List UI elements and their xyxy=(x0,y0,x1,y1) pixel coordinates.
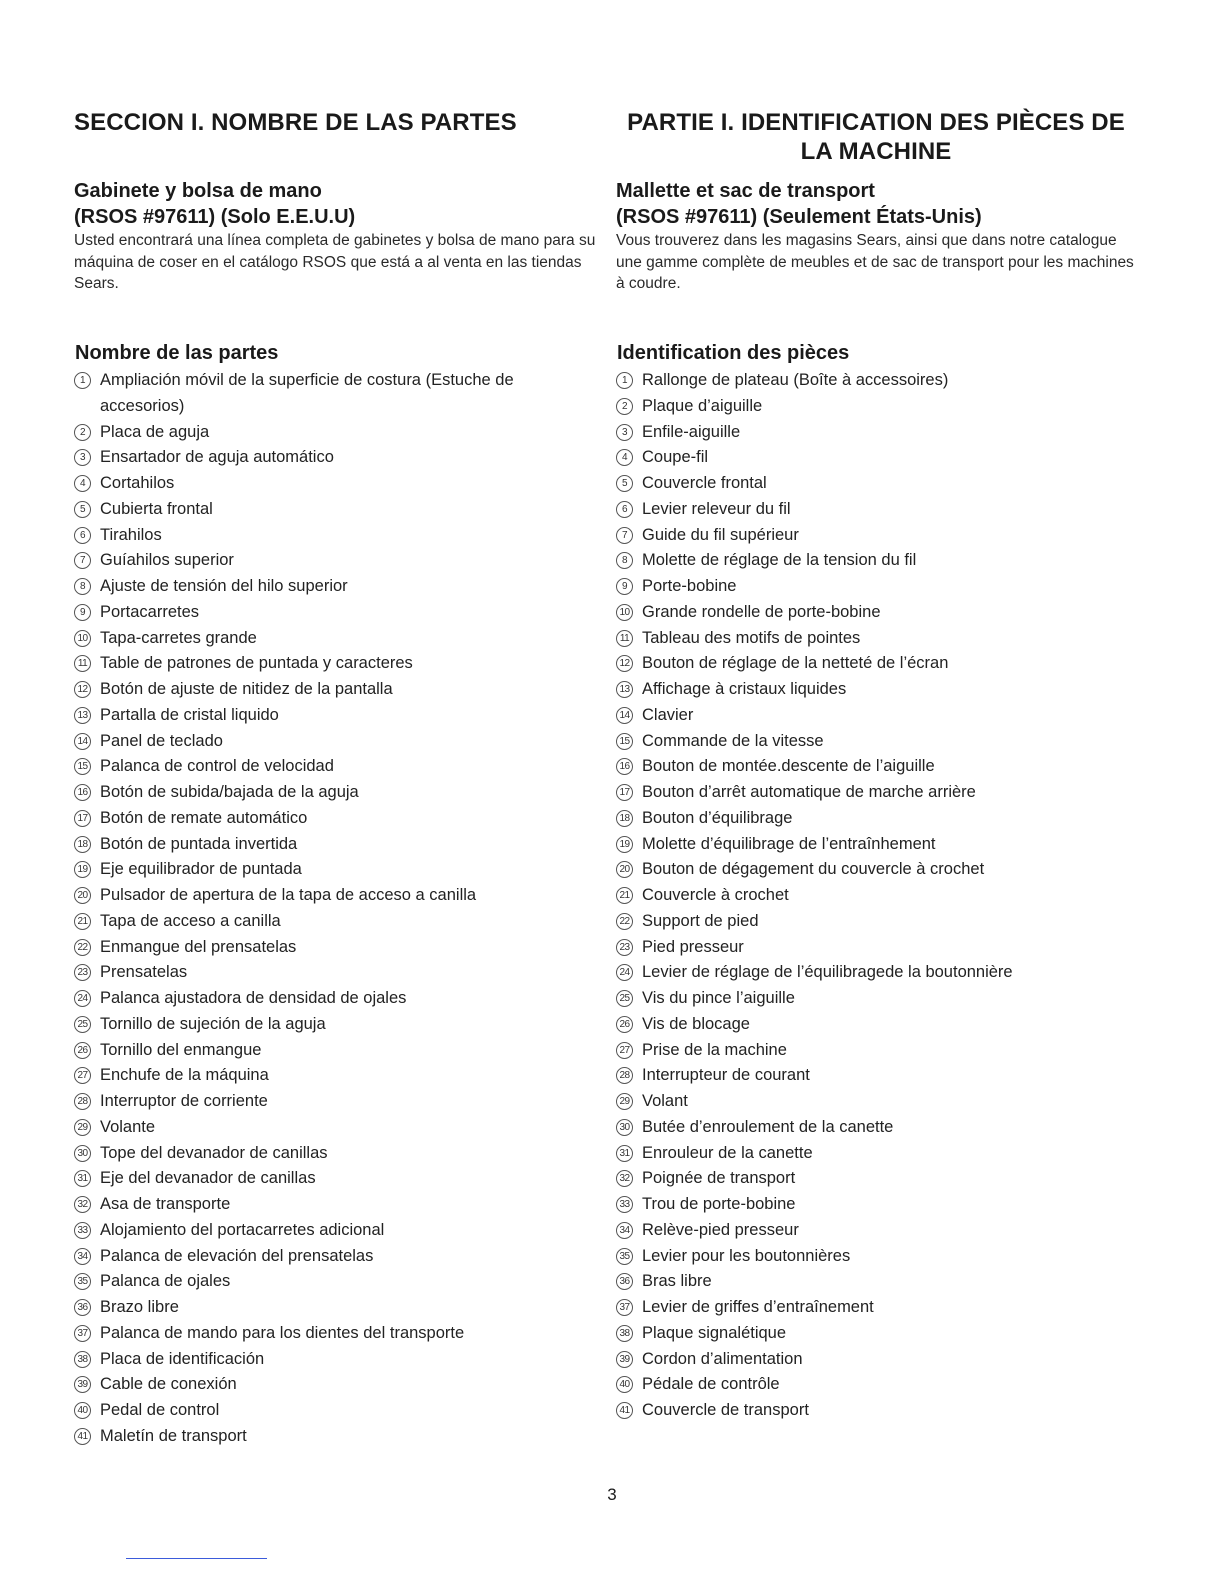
part-label: Volant xyxy=(642,1092,688,1110)
part-label: Rallonge de plateau (Boîte à accessoires) xyxy=(642,371,949,389)
part-item xyxy=(616,909,1136,935)
circled-number-icon: 5 xyxy=(74,501,91,518)
circled-number-icon: 37 xyxy=(616,1299,633,1316)
circled-number-icon: 20 xyxy=(74,887,91,904)
part-label: Cordon d’alimentation xyxy=(642,1349,803,1368)
circled-number-icon: 29 xyxy=(616,1093,633,1110)
part-label: Molette de réglage de la tension du fil xyxy=(642,551,917,570)
circled-number-icon: 17 xyxy=(616,784,633,801)
part-item xyxy=(616,857,1136,883)
part-item xyxy=(616,729,1136,755)
circled-number-icon: 33 xyxy=(74,1222,91,1239)
part-item xyxy=(74,368,598,420)
part-label: Brazo libre xyxy=(100,1298,179,1316)
part-label: Vis du pince l’aiguille xyxy=(642,989,795,1007)
part-label: Bouton de montée.descente de l’aiguille xyxy=(642,757,935,776)
part-label: Guíahilos superior xyxy=(100,551,234,570)
part-label: Commande de la vitesse xyxy=(642,731,824,750)
part-item xyxy=(616,780,1136,806)
part-label: Palanca de control de velocidad xyxy=(100,757,334,776)
circled-number-icon: 5 xyxy=(616,475,633,492)
circled-number-icon: 12 xyxy=(616,655,633,672)
circled-number-icon: 25 xyxy=(74,1016,91,1033)
circled-number-icon: 38 xyxy=(616,1325,633,1342)
part-item xyxy=(74,729,598,755)
spanish-cabinet-heading xyxy=(74,178,598,230)
part-item xyxy=(74,960,598,986)
part-label: Vis de blocage xyxy=(642,1014,750,1033)
circled-number-icon: 10 xyxy=(74,630,91,647)
circled-number-icon: 8 xyxy=(74,578,91,595)
part-item xyxy=(74,523,598,549)
part-label: Trou de porte-bobine xyxy=(642,1195,796,1213)
part-item xyxy=(74,1398,598,1424)
circled-number-icon: 19 xyxy=(616,836,633,853)
circled-number-icon: 10 xyxy=(616,604,633,621)
circled-number-icon: 13 xyxy=(616,681,633,698)
part-label: Bouton de réglage de la netteté de l’écran xyxy=(642,654,949,673)
part-item xyxy=(616,1038,1136,1064)
part-label: Eje del devanador de canillas xyxy=(100,1169,316,1188)
part-item xyxy=(616,703,1136,729)
circled-number-icon: 9 xyxy=(616,578,633,595)
part-label: Enchufe de la máquina xyxy=(100,1066,269,1085)
circled-number-icon: 16 xyxy=(616,758,633,775)
part-item xyxy=(74,703,598,729)
spanish-column xyxy=(74,108,598,1445)
circled-number-icon: 27 xyxy=(616,1042,633,1059)
circled-number-icon: 19 xyxy=(74,861,91,878)
part-label: Cortahilos xyxy=(100,474,175,492)
part-item xyxy=(74,1192,598,1218)
french-parts-heading: Identification des pièces xyxy=(617,342,850,364)
part-item xyxy=(74,471,598,497)
part-label: Tableau des motifs de pointes xyxy=(642,628,861,647)
french-case-heading-line2: (RSOS #97611) (Seulement États-Unis) xyxy=(616,206,982,228)
part-label: Levier releveur du fil xyxy=(642,499,791,518)
circled-number-icon: 41 xyxy=(74,1428,91,1445)
circled-number-icon: 41 xyxy=(616,1402,633,1419)
part-item xyxy=(616,1372,1136,1398)
part-label: Pulsador de apertura de la tapa de acceso a canilla xyxy=(100,886,477,904)
circled-number-icon: 30 xyxy=(616,1119,633,1136)
part-label: Tornillo de sujeción de la aguja xyxy=(100,1014,326,1033)
part-item xyxy=(74,1141,598,1167)
circled-number-icon: 40 xyxy=(74,1402,91,1419)
part-item xyxy=(74,935,598,961)
part-label: Levier de griffes d’entraînement xyxy=(642,1298,874,1316)
circled-number-icon: 22 xyxy=(74,939,91,956)
circled-number-icon: 24 xyxy=(74,990,91,1007)
part-label: Palanca de ojales xyxy=(100,1272,231,1291)
circled-number-icon: 15 xyxy=(74,758,91,775)
footer-rule xyxy=(126,1558,267,1559)
circled-number-icon: 33 xyxy=(616,1196,633,1213)
part-label: Enfile-aiguille xyxy=(642,422,741,441)
part-item xyxy=(616,651,1136,677)
part-label: Guide du fil supérieur xyxy=(642,525,799,544)
part-item xyxy=(616,497,1136,523)
part-label: Molette d’équilibrage de l’entraînhement xyxy=(642,834,936,853)
circled-number-icon: 36 xyxy=(616,1273,633,1290)
part-label: Plaque signalétique xyxy=(642,1323,787,1342)
part-label: Couvercle frontal xyxy=(642,474,767,492)
circled-number-icon: 6 xyxy=(74,527,91,544)
part-label: Ampliación móvil de la superficie de costura (Estuche de accesorios) xyxy=(100,371,514,415)
part-label: Prensatelas xyxy=(100,963,188,982)
part-item xyxy=(616,832,1136,858)
part-label: Asa de transporte xyxy=(100,1195,231,1213)
circled-number-icon: 28 xyxy=(74,1093,91,1110)
circled-number-icon: 2 xyxy=(616,398,633,415)
part-item xyxy=(616,1244,1136,1270)
part-label: Prise de la machine xyxy=(642,1040,787,1059)
circled-number-icon: 23 xyxy=(616,939,633,956)
part-item xyxy=(616,1398,1136,1424)
circled-number-icon: 12 xyxy=(74,681,91,698)
part-item xyxy=(74,1321,598,1347)
part-item xyxy=(616,883,1136,909)
part-item xyxy=(616,1218,1136,1244)
circled-number-icon: 28 xyxy=(616,1067,633,1084)
part-item xyxy=(616,935,1136,961)
french-case-heading-line1: Mallette et sac de transport xyxy=(616,180,875,202)
part-item xyxy=(74,832,598,858)
part-item xyxy=(74,1295,598,1321)
part-label: Tirahilos xyxy=(100,525,162,544)
part-label: Couvercle à crochet xyxy=(642,886,789,904)
part-label: Ensartador de aguja automático xyxy=(100,448,334,467)
spanish-parts-heading: Nombre de las partes xyxy=(75,342,279,364)
part-label: Affichage à cristaux liquides xyxy=(642,680,847,698)
part-item xyxy=(74,1115,598,1141)
french-section-title-line1: PARTIE I. IDENTIFICATION DES PIÈCES DE xyxy=(627,109,1125,136)
circled-number-icon: 7 xyxy=(74,552,91,569)
circled-number-icon: 34 xyxy=(74,1248,91,1265)
part-label: Tope del devanador de canillas xyxy=(100,1143,328,1162)
part-item xyxy=(74,1063,598,1089)
part-label: Cable de conexión xyxy=(100,1375,237,1394)
part-label: Pedal de control xyxy=(100,1401,220,1419)
part-item xyxy=(616,600,1136,626)
circled-number-icon: 17 xyxy=(74,810,91,827)
spanish-cabinet-heading-line1: Gabinete y bolsa de mano xyxy=(74,180,322,202)
part-label: Eje equilibrador de puntada xyxy=(100,860,302,879)
part-label: Botón de ajuste de nitidez de la pantalla xyxy=(100,680,393,698)
part-item xyxy=(74,883,598,909)
part-item xyxy=(74,857,598,883)
circled-number-icon: 31 xyxy=(616,1145,633,1162)
part-label: Placa de identificación xyxy=(100,1349,265,1368)
part-label: Poignée de transport xyxy=(642,1169,796,1188)
part-item xyxy=(74,497,598,523)
circled-number-icon: 35 xyxy=(616,1248,633,1265)
part-label: Table de patrones de puntada y caracteres xyxy=(100,654,413,673)
french-case-heading xyxy=(616,178,1136,230)
part-item xyxy=(74,1347,598,1373)
circled-number-icon: 32 xyxy=(74,1196,91,1213)
part-label: Levier de réglage de l’équilibragede la boutonnière xyxy=(642,963,1013,982)
part-label: Maletín de transport xyxy=(100,1426,247,1445)
part-item xyxy=(74,600,598,626)
part-item xyxy=(616,368,1136,394)
part-item xyxy=(74,1244,598,1270)
part-label: Bras libre xyxy=(642,1272,712,1291)
circled-number-icon: 4 xyxy=(616,449,633,466)
circled-number-icon: 8 xyxy=(616,552,633,569)
part-item xyxy=(74,986,598,1012)
circled-number-icon: 9 xyxy=(74,604,91,621)
circled-number-icon: 30 xyxy=(74,1145,91,1162)
part-label: Tapa de acceso a canilla xyxy=(100,911,281,930)
part-item xyxy=(74,780,598,806)
part-item xyxy=(74,909,598,935)
part-item xyxy=(616,960,1136,986)
part-label: Panel de teclado xyxy=(100,731,223,750)
part-item xyxy=(616,1115,1136,1141)
circled-number-icon: 26 xyxy=(74,1042,91,1059)
part-item xyxy=(616,754,1136,780)
part-label: Alojamiento del portacarretes adicional xyxy=(100,1220,385,1239)
french-section-title xyxy=(616,108,1136,166)
french-intro-paragraph: Vous trouverez dans les magasins Sears, ainsi que dans notre catalogue une gamme complète de meubles et de sac de transport pour les machines à coudre. xyxy=(616,232,1134,292)
circled-number-icon: 18 xyxy=(616,810,633,827)
circled-number-icon: 3 xyxy=(74,449,91,466)
part-label: Support de pied xyxy=(642,911,759,930)
circled-number-icon: 26 xyxy=(616,1016,633,1033)
part-item xyxy=(74,677,598,703)
part-item xyxy=(74,1424,598,1450)
circled-number-icon: 14 xyxy=(616,707,633,724)
part-label: Pédale de contrôle xyxy=(642,1375,780,1394)
part-label: Botón de remate automático xyxy=(100,808,308,827)
part-item xyxy=(616,1063,1136,1089)
part-label: Ajuste de tensión del hilo superior xyxy=(100,577,348,595)
circled-number-icon: 1 xyxy=(616,372,633,389)
circled-number-icon: 37 xyxy=(74,1325,91,1342)
circled-number-icon: 11 xyxy=(74,655,91,672)
part-label: Palanca de elevación del prensatelas xyxy=(100,1246,374,1265)
circled-number-icon: 4 xyxy=(74,475,91,492)
part-label: Porte-bobine xyxy=(642,577,737,595)
part-label: Enmangue del prensatelas xyxy=(100,937,297,956)
part-item xyxy=(616,1192,1136,1218)
part-label: Botón de puntada invertida xyxy=(100,834,298,853)
part-label: Tornillo del enmangue xyxy=(100,1040,262,1059)
part-item xyxy=(74,806,598,832)
part-item xyxy=(616,394,1136,420)
part-item xyxy=(74,1372,598,1398)
part-label: Pied presseur xyxy=(642,937,744,956)
circled-number-icon: 3 xyxy=(616,424,633,441)
part-item xyxy=(616,1141,1136,1167)
circled-number-icon: 32 xyxy=(616,1170,633,1187)
part-item xyxy=(616,420,1136,446)
french-column xyxy=(616,108,1136,1419)
part-item xyxy=(74,445,598,471)
circled-number-icon: 7 xyxy=(616,527,633,544)
circled-number-icon: 18 xyxy=(74,836,91,853)
part-item xyxy=(74,1269,598,1295)
part-label: Portacarretes xyxy=(100,602,200,621)
part-label: Cubierta frontal xyxy=(100,499,213,518)
part-item xyxy=(616,806,1136,832)
part-item xyxy=(74,574,598,600)
circled-number-icon: 6 xyxy=(616,501,633,518)
part-item xyxy=(74,1038,598,1064)
part-label: Partalla de cristal liquido xyxy=(100,705,279,724)
part-label: Coupe-fil xyxy=(642,448,709,467)
circled-number-icon: 16 xyxy=(74,784,91,801)
part-label: Relève-pied presseur xyxy=(642,1220,799,1239)
circled-number-icon: 36 xyxy=(74,1299,91,1316)
circled-number-icon: 13 xyxy=(74,707,91,724)
circled-number-icon: 39 xyxy=(616,1351,633,1368)
part-label: Butée d’enroulement de la canette xyxy=(642,1117,894,1136)
circled-number-icon: 11 xyxy=(616,630,633,647)
part-item xyxy=(74,548,598,574)
spanish-cabinet-heading-line2: (RSOS #97611) (Solo E.E.U.U) xyxy=(74,206,356,228)
part-item xyxy=(74,754,598,780)
spanish-intro-paragraph: Usted encontrará una línea completa de gabinetes y bolsa de mano para su máquina de coser en el catálogo RSOS que está a al venta en las tiendas Sears. xyxy=(74,232,596,292)
circled-number-icon: 21 xyxy=(74,913,91,930)
french-parts-list xyxy=(616,368,1136,1424)
part-label: Couvercle de transport xyxy=(642,1401,809,1419)
circled-number-icon: 15 xyxy=(616,733,633,750)
circled-number-icon: 25 xyxy=(616,990,633,1007)
circled-number-icon: 27 xyxy=(74,1067,91,1084)
circled-number-icon: 20 xyxy=(616,861,633,878)
circled-number-icon: 35 xyxy=(74,1273,91,1290)
part-item xyxy=(616,626,1136,652)
part-label: Levier pour les boutonnières xyxy=(642,1246,851,1265)
circled-number-icon: 24 xyxy=(616,964,633,981)
circled-number-icon: 39 xyxy=(74,1376,91,1393)
part-label: Interruptor de corriente xyxy=(100,1092,268,1110)
circled-number-icon: 31 xyxy=(74,1170,91,1187)
part-item xyxy=(616,986,1136,1012)
part-label: Plaque d’aiguille xyxy=(642,396,763,415)
part-item xyxy=(616,445,1136,471)
part-item xyxy=(74,1218,598,1244)
part-label: Enrouleur de la canette xyxy=(642,1143,813,1162)
part-item xyxy=(616,1089,1136,1115)
part-item xyxy=(616,548,1136,574)
part-item xyxy=(616,1012,1136,1038)
part-item xyxy=(616,1269,1136,1295)
part-item xyxy=(616,1295,1136,1321)
part-item xyxy=(74,626,598,652)
spanish-parts-list xyxy=(74,368,598,1450)
circled-number-icon: 2 xyxy=(74,424,91,441)
part-label: Tapa-carretes grande xyxy=(100,628,257,647)
part-item xyxy=(74,651,598,677)
part-item xyxy=(616,574,1136,600)
part-label: Bouton d’équilibrage xyxy=(642,808,793,827)
part-label: Placa de aguja xyxy=(100,422,210,441)
circled-number-icon: 40 xyxy=(616,1376,633,1393)
page-number: 3 xyxy=(607,1485,617,1504)
part-label: Clavier xyxy=(642,705,694,724)
part-label: Bouton de dégagement du couvercle à crochet xyxy=(642,860,985,879)
part-item xyxy=(616,677,1136,703)
part-item xyxy=(616,1347,1136,1373)
part-label: Interrupteur de courant xyxy=(642,1066,810,1085)
part-label: Palanca de mando para los dientes del transporte xyxy=(100,1323,465,1342)
part-item xyxy=(74,1012,598,1038)
circled-number-icon: 34 xyxy=(616,1222,633,1239)
part-label: Botón de subida/bajada de la aguja xyxy=(100,783,359,801)
part-item xyxy=(74,420,598,446)
circled-number-icon: 21 xyxy=(616,887,633,904)
circled-number-icon: 29 xyxy=(74,1119,91,1136)
part-item xyxy=(616,523,1136,549)
part-item xyxy=(616,1321,1136,1347)
circled-number-icon: 22 xyxy=(616,913,633,930)
circled-number-icon: 23 xyxy=(74,964,91,981)
circled-number-icon: 14 xyxy=(74,733,91,750)
french-section-title-line2: LA MACHINE xyxy=(800,138,952,165)
part-label: Bouton d’arrêt automatique de marche arrière xyxy=(642,783,976,801)
part-item xyxy=(74,1089,598,1115)
part-item xyxy=(74,1166,598,1192)
part-label: Grande rondelle de porte-bobine xyxy=(642,602,881,621)
part-item xyxy=(616,471,1136,497)
part-label: Volante xyxy=(100,1117,156,1136)
spanish-section-title: SECCION I. NOMBRE DE LAS PARTES xyxy=(74,109,517,136)
part-label: Palanca ajustadora de densidad de ojales xyxy=(100,989,407,1007)
part-item xyxy=(616,1166,1136,1192)
circled-number-icon: 38 xyxy=(74,1351,91,1368)
circled-number-icon: 1 xyxy=(74,372,91,389)
